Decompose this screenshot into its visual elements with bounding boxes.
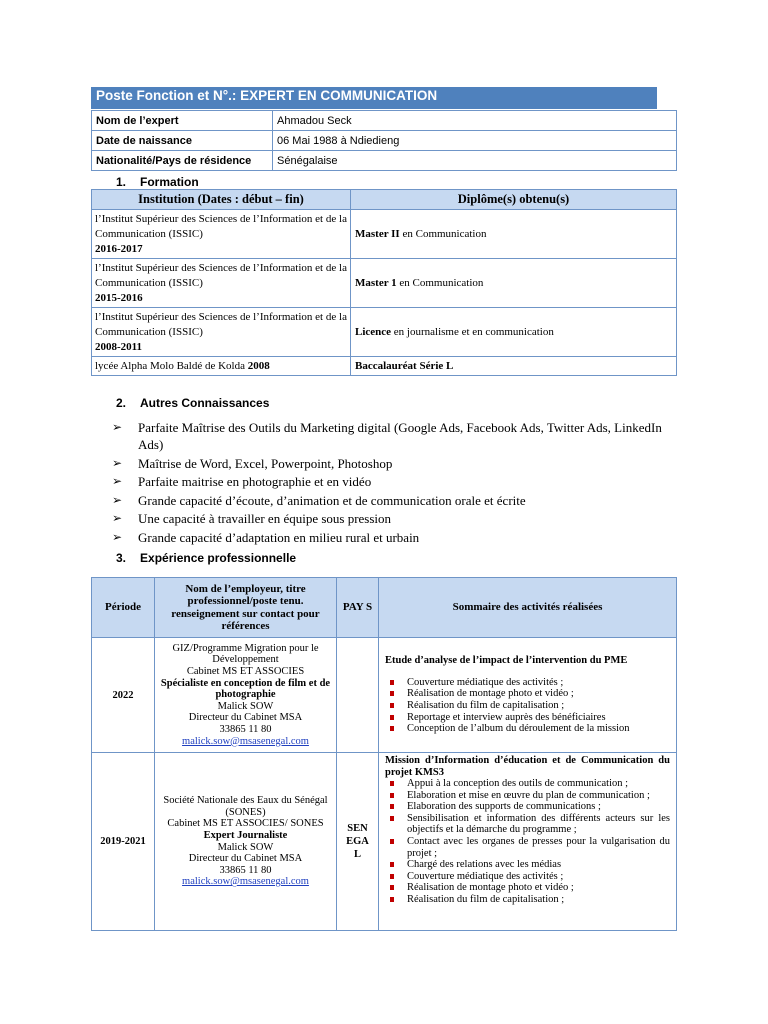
info-label: Date de naissance [92,131,273,151]
list-item [112,529,672,546]
square-bullet-icon [390,781,394,786]
list-item [112,419,672,453]
activities-list [385,677,670,735]
contact-email-link[interactable]: malick.sow@msasenegal.com [182,735,309,747]
list-item [385,778,670,790]
arrow-bullet-icon: ➢ [112,511,123,525]
diploma-cell [351,259,677,308]
section-number: 1. [116,175,127,189]
institution-cell [92,357,351,376]
diploma-detail: en Communication [399,228,487,240]
square-bullet-icon [390,691,394,696]
list-item [385,677,670,689]
square-bullet-icon [390,862,394,867]
mission-title: Mission d’Information d’éducation et de Communication du projet KMS3 [385,755,670,778]
formation-dates: 2008-2011 [95,340,143,353]
column-header-diploma: Diplôme(s) obtenu(s) [351,190,677,210]
section-number: 2. [116,396,127,410]
list-item [385,836,670,859]
arrow-bullet-icon: ➢ [112,529,123,544]
employer-line: Cabinet MS ET ASSOCIES/ SONES [167,818,324,830]
activity-text: Réalisation du film de capitalisation ; [407,699,565,711]
activity-text: Elaboration des supports de communications ; [407,801,601,813]
knowledge-text: Parfaite maitrise en photographie et en vidéo [138,474,372,489]
table-header-row [92,578,677,638]
formation-dates: 2015-2016 [95,291,143,304]
contact-line: 33865 11 80 [219,864,272,876]
diploma-name: Master 1 [355,277,397,289]
diploma-detail: en journalisme et en communication [391,326,554,338]
info-value: Sénégalaise [273,151,677,171]
contact-line: Directeur du Cabinet MSA [188,853,303,865]
knowledge-text: Parfaite Maîtrise des Outils du Marketing digital (Google Ads, Facebook Ads, Twitter Ads, LinkedIn Ads) [138,420,662,452]
table-row [92,357,677,376]
list-item [385,790,670,802]
diploma-name: Master II [355,228,400,240]
activity-text: Chargé des relations avec les médias [407,859,562,871]
list-item [385,813,670,836]
section-title: Formation [140,175,199,189]
table-row [92,210,677,259]
knowledge-text: Une capacité à travailler en équipe sous pression [138,511,392,526]
activities-cell [379,753,677,931]
job-title: Expert Journaliste [203,829,288,841]
activities-list [385,778,670,906]
list-item [112,492,672,509]
period-cell: 2019-2021 [92,753,155,931]
activity-text: Reportage et interview auprès des bénéficiaires [407,711,606,723]
section-number: 3. [116,551,127,565]
employer-line: GIZ/Programme Migration pour le Développement [172,642,319,666]
employer-cell [155,638,337,753]
info-value: 06 Mai 1988 à Ndiedieng [273,131,677,151]
arrow-bullet-icon: ➢ [112,455,123,470]
experience-table [91,577,677,931]
section-title: Autres Connaissances [140,396,270,410]
section-heading-formation [116,175,199,189]
diploma-cell [351,308,677,357]
square-bullet-icon [390,715,394,720]
square-bullet-icon [390,680,394,685]
institution-cell [92,259,351,308]
activity-text: Contact avec les organes de presses pour la vulgarisation du projet ; [407,835,670,859]
institution-cell [92,210,351,259]
column-header-summary: Sommaire des activités réalisées [379,578,677,638]
section-heading-knowledge [116,396,269,410]
list-item [385,859,670,871]
knowledge-list [112,419,672,547]
square-bullet-icon [390,885,394,890]
info-label: Nom de l’expert [92,111,273,131]
expert-info-table [91,110,677,171]
activity-text: Couverture médiatique des activités ; [407,676,564,688]
list-item [385,723,670,735]
arrow-bullet-icon: ➢ [112,492,123,507]
diploma-detail: en Communication [396,277,484,289]
table-row [92,151,677,171]
list-item [112,455,672,472]
column-header-country: PAY S [337,578,379,638]
diploma-cell [351,357,677,376]
formation-dates: 2016-2017 [95,242,143,255]
diploma-cell [351,210,677,259]
list-item [385,871,670,883]
activity-text: Réalisation du film de capitalisation ; [407,893,565,905]
contact-line: Directeur du Cabinet MSA [188,712,303,724]
info-value: Ahmadou Seck [273,111,677,131]
square-bullet-icon [390,816,394,821]
activities-cell [379,638,677,753]
square-bullet-icon [390,874,394,879]
employer-line: Cabinet MS ET ASSOCIES [186,666,305,678]
activity-text: Réalisation de montage photo et vidéo ; [407,882,574,894]
contact-email-link[interactable]: malick.sow@msasenegal.com [182,876,309,888]
diploma-name: Baccalauréat Série L [355,360,454,372]
list-item [385,894,670,906]
column-header-period: Période [92,578,155,638]
mission-title: Etude d’analyse de l’impact de l’intervention du PME [385,655,628,667]
square-bullet-icon [390,804,394,809]
knowledge-text: Grande capacité d’écoute, d’animation et de communication orale et écrite [138,492,526,508]
table-row [92,259,677,308]
institution-cell [92,308,351,357]
list-item [385,688,670,700]
list-item [112,510,672,527]
table-row [92,753,677,931]
activity-text: Réalisation de montage photo et vidéo ; [407,688,574,700]
contact-line: Malick SOW [217,700,274,712]
table-row [92,131,677,151]
column-header-institution: Institution (Dates : début – fin) [92,190,351,210]
activity-text: Appui à la conception des outils de communication ; [407,778,629,789]
square-bullet-icon [390,839,394,844]
activity-text: Conception de l’album du déroulement de la mission [407,723,630,735]
info-label: Nationalité/Pays de résidence [92,151,273,171]
institution-name: lycée Alpha Molo Baldé de Kolda [95,359,248,372]
section-title: Expérience professionnelle [140,551,297,565]
country-cell: SEN EGA L [337,753,379,931]
section-heading-experience [116,551,296,565]
square-bullet-icon [390,726,394,731]
table-row [92,111,677,131]
list-item [112,473,672,490]
knowledge-text: Maîtrise de Word, Excel, Powerpoint, Photoshop [138,455,393,471]
institution-name: l’Institut Supérieur des Sciences de l’Information et de la Communication (ISSIC) [95,212,347,240]
square-bullet-icon [390,897,394,902]
table-row [92,638,677,753]
formation-dates: 2008 [247,359,270,372]
institution-name: l’Institut Supérieur des Sciences de l’Information et de la Communication (ISSIC) [95,261,347,289]
list-item [385,882,670,894]
table-header-row [92,190,677,210]
job-title: Spécialiste en conception de film et de photographie [160,677,331,701]
document-title: Poste Fonction et N°.: EXPERT EN COMMUNICATION [91,87,657,109]
period-cell: 2022 [92,638,155,753]
formation-table [91,189,677,376]
square-bullet-icon [390,703,394,708]
contact-line: Malick SOW [217,841,274,853]
list-item [385,801,670,813]
arrow-bullet-icon: ➢ [112,420,123,434]
square-bullet-icon [390,793,394,798]
activity-text: Couverture médiatique des activités ; [407,870,564,882]
activity-text: Elaboration et mise en œuvre du plan de communication ; [407,789,650,801]
arrow-bullet-icon: ➢ [112,474,123,488]
country-cell [337,638,379,753]
list-item [385,700,670,712]
employer-line: Société Nationale des Eaux du Sénégal (SONES) [163,795,328,818]
institution-name: l’Institut Supérieur des Sciences de l’Information et de la Communication (ISSIC) [95,310,347,338]
contact-line: 33865 11 80 [219,723,272,735]
knowledge-text: Grande capacité d’adaptation en milieu rural et urbain [138,529,420,545]
column-header-employer: Nom de l’employeur, titre professionnel/poste tenu. renseignement sur contact pour références [155,578,337,638]
list-item [385,712,670,724]
activity-text: Sensibilisation et information des différents acteurs sur les objectifs et la démarche du programme ; [407,812,670,836]
diploma-name: Licence [355,326,392,338]
employer-cell [155,753,337,931]
table-row [92,308,677,357]
